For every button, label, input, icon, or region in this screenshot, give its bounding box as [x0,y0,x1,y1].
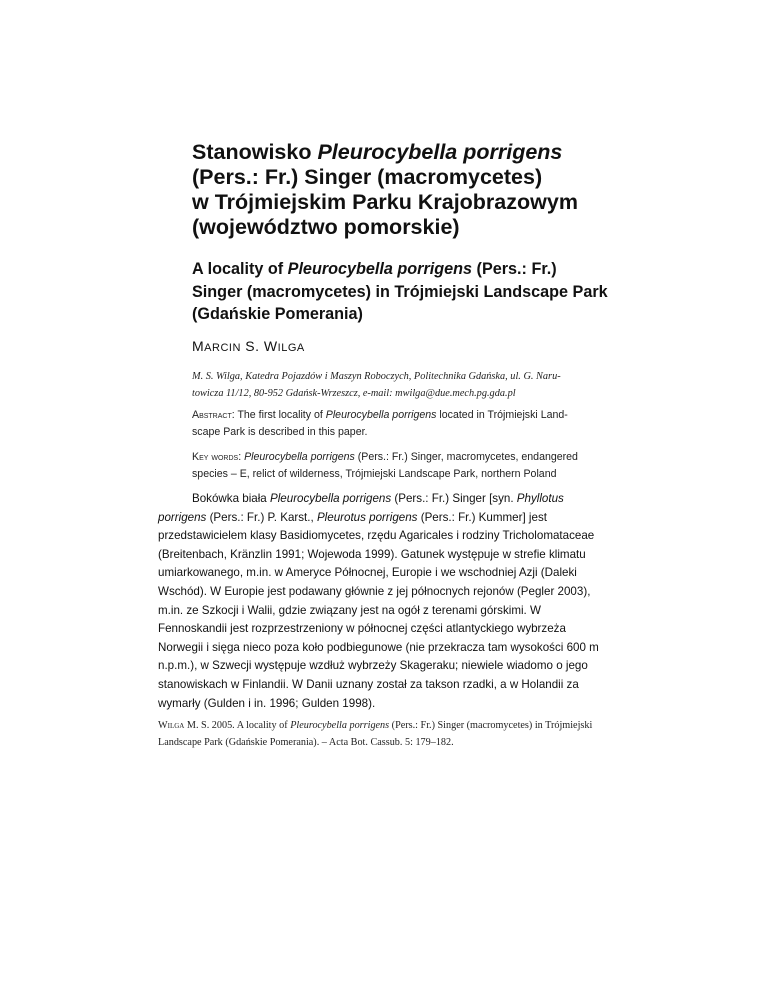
polish-title-line-4: (województwo pomorskie) [192,215,460,239]
english-title-line-3: (Gdańskie Pomerania) [192,305,363,323]
body-paragraph: Bokówka biała Pleurocybella porrigens (Pers.: Fr.) Singer [syn. Phyllotus porrigens (Pers.: Fr.) P. Karst., Pleurotus porrigens (Pers.: Fr.) Kummer] jest przedstawicielem klasy Basidiomycetes, rzędu Agaricales i rodziny Tricholomataceae (Breitenbach, Kränzlin 1991; Wojewoda 1999). Gatunek występuje w strefie klimatu umiarkowanego, m.in. w Ameryce Północnej, Europie i we wschodniej Azji (Daleki Wschód). W Europie jest podawany głównie z jej północnych rejonów (Pegler 2003), m.in. ze Szkocji i Walii, gdzie związany jest na ogół z terenami górskimi. W Fennoskandii jest rozprzestrzeniony w północnej części atlantyckiego wybrzeża Norwegii i sięga nieco poza koło podbiegunowe (nie przekracza tam wysokości 600 m n.p.m.), w Szwecji występuje wzdłuż wybrzeży Skageraku; niewiele wiadomo o jego stanowiskach w Finlandii. W Danii uznany został za takson rzadki, a w Holandii za wymarły (Gulden i in. 1996; Gulden 1998). [158,492,599,710]
citation: Wilga M. S. 2005. A locality of Pleurocybella porrigens (Pers.: Fr.) Singer (macromycetes) in Trójmiejski Landscape Park (Gdańskie Pomerania). – Acta Bot. Cassub. 5: 179–182. [158,720,593,748]
author-name: MARCIN S. WILGA [192,338,305,354]
synonym-name: Pleurotus porrigens [316,510,418,524]
species-name: Pleurocybella porrigens [287,260,473,278]
abstract: Abstract: The first locality of Pleurocybella porrigens located in Trójmiejski Land- scape Park is described in this paper. [192,409,568,438]
species-name: Pleurocybella porrigens [325,409,437,421]
species-name: Pleurocybella porrigens [290,720,390,731]
species-name: Pleurocybella porrigens [269,492,392,505]
keywords: Key words: Pleurocybella porrigens (Pers.: Fr.) Singer, macromycetes, endangered species – E, relict of wilderness, Trójmiejski Landscape Park, northern Poland [192,451,578,480]
citation-author: Wilga [158,720,185,731]
abstract-label: Abstract [192,409,232,421]
affiliation-line-2: towicza 11/12, 80-952 Gdańsk-Wrzeszcz, e-mail: mwilga@due.mech.pg.gda.pl [192,388,516,399]
english-title-line-1: A locality of Pleurocybella porrigens (Pers.: Fr.) [192,260,557,278]
polish-title-line-3: w Trójmiejskim Parku Krajobrazowym [192,190,578,214]
polish-title-line-1: Stanowisko Pleurocybella porrigens [192,140,563,164]
english-title [192,258,612,326]
author-affiliation [192,368,610,402]
polish-title [192,140,612,240]
affiliation-line-1: M. S. Wilga, Katedra Pojazdów i Maszyn Roboczych, Politechnika Gdańska, ul. G. Naru- [192,371,561,382]
english-title-line-2: Singer (macromycetes) in Trójmiejski Landscape Park [192,282,608,301]
species-name: Pleurocybella porrigens [244,451,355,463]
synonym-name: Phyllotus porrigens [158,492,564,524]
polish-title-line-2: (Pers.: Fr.) Singer (macromycetes) [192,165,543,189]
keywords-label: Key words [192,451,239,463]
species-name: Pleurocybella porrigens [317,140,563,164]
